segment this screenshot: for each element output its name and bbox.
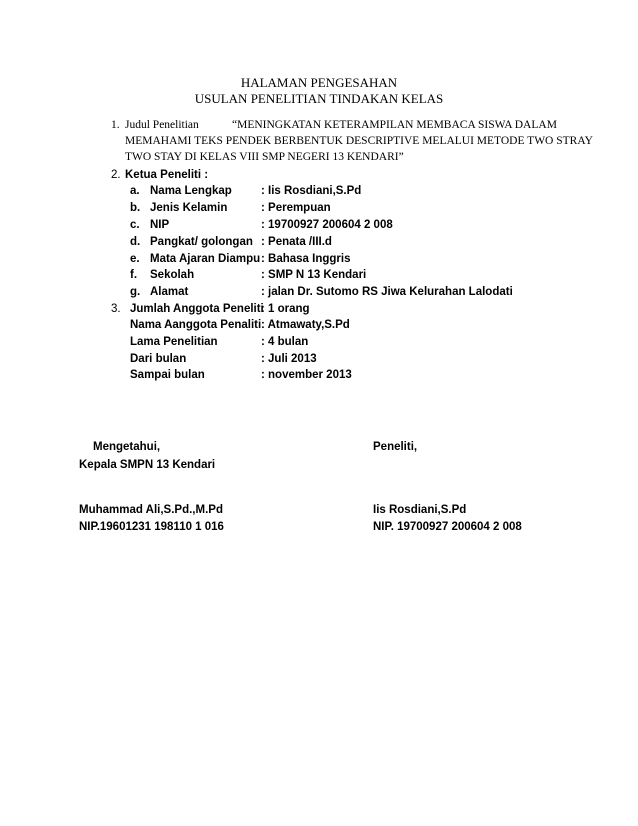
- list-item-label: Sampai bulan: [130, 369, 205, 381]
- list-item-value: : Atmawaty,S.Pd: [261, 319, 350, 331]
- item3-value: : 1 orang: [261, 303, 310, 315]
- list-item-letter: d.: [130, 236, 141, 248]
- approver-nip: NIP.19601231 198110 1 016: [79, 521, 224, 533]
- list-item-value: : jalan Dr. Sutomo RS Jiwa Kelurahan Lalodati: [261, 286, 513, 298]
- list-item-label: Nama Aanggota Penaliti: [130, 319, 262, 331]
- item1-label: Judul Penelitian: [125, 119, 199, 131]
- list-item-letter: a.: [130, 185, 140, 197]
- document-subtitle: USULAN PENELITIAN TINDAKAN KELAS: [194, 91, 444, 106]
- list-item-letter: b.: [130, 202, 141, 214]
- item3-number: 3.: [111, 303, 121, 315]
- item2-label: Ketua Peneliti :: [125, 169, 209, 181]
- list-item-label: Nama Lengkap: [150, 185, 232, 197]
- list-item-letter: c.: [130, 219, 140, 231]
- item1-title-line2: MEMAHAMI TEKS PENDEK BERBENTUK DESCRIPTIVE MELALUI METODE TWO STRAY: [125, 135, 593, 147]
- approval-heading: Mengetahui,: [93, 441, 161, 453]
- list-item-value: : Perempuan: [261, 202, 331, 214]
- approver-name: Muhammad Ali,S.Pd.,M.Pd: [79, 504, 223, 516]
- approval-role: Kepala SMPN 13 Kendari: [79, 459, 216, 471]
- researcher-heading: Peneliti,: [373, 441, 418, 453]
- researcher-nip: NIP. 19700927 200604 2 008: [373, 521, 522, 533]
- item1-number: 1.: [111, 119, 120, 131]
- list-item-label: Sekolah: [150, 269, 195, 281]
- list-item-letter: g.: [130, 286, 141, 298]
- researcher-name: Iis Rosdiani,S.Pd: [373, 504, 467, 516]
- list-item-value: : Juli 2013: [261, 353, 317, 365]
- list-item-value: : Bahasa Inggris: [261, 253, 351, 265]
- list-item-value: : 4 bulan: [261, 336, 309, 348]
- list-item-label: Jenis Kelamin: [150, 202, 228, 214]
- item1-title-line1: “MENINGKATAN KETERAMPILAN MEMBACA SISWA DALAM: [232, 119, 557, 131]
- item1-title-line3: TWO STAY DI KELAS VIII SMP NEGERI 13 KENDARI”: [125, 151, 404, 163]
- list-item-value: : 19700927 200604 2 008: [261, 219, 393, 231]
- list-item-label: Dari bulan: [130, 353, 187, 365]
- list-item-label: NIP: [150, 219, 170, 231]
- list-item-value: : Iis Rosdiani,S.Pd: [261, 185, 362, 197]
- item3-label: Jumlah Anggota Peneliti: [130, 303, 264, 315]
- item2-number: 2.: [111, 169, 121, 181]
- list-item-label: Pangkat/ golongan: [150, 236, 253, 248]
- list-item-value: : november 2013: [261, 369, 352, 381]
- list-item-label: Mata Ajaran Diampu: [150, 253, 261, 265]
- list-item-letter: f.: [130, 269, 138, 281]
- document-title: HALAMAN PENGESAHAN: [240, 75, 398, 90]
- list-item-value: : Penata /III.d: [261, 236, 332, 248]
- list-item-label: Lama Penelitian: [130, 336, 218, 348]
- list-item-letter: e.: [130, 253, 140, 265]
- list-item-label: Alamat: [150, 286, 189, 298]
- list-item-value: : SMP N 13 Kendari: [261, 269, 367, 281]
